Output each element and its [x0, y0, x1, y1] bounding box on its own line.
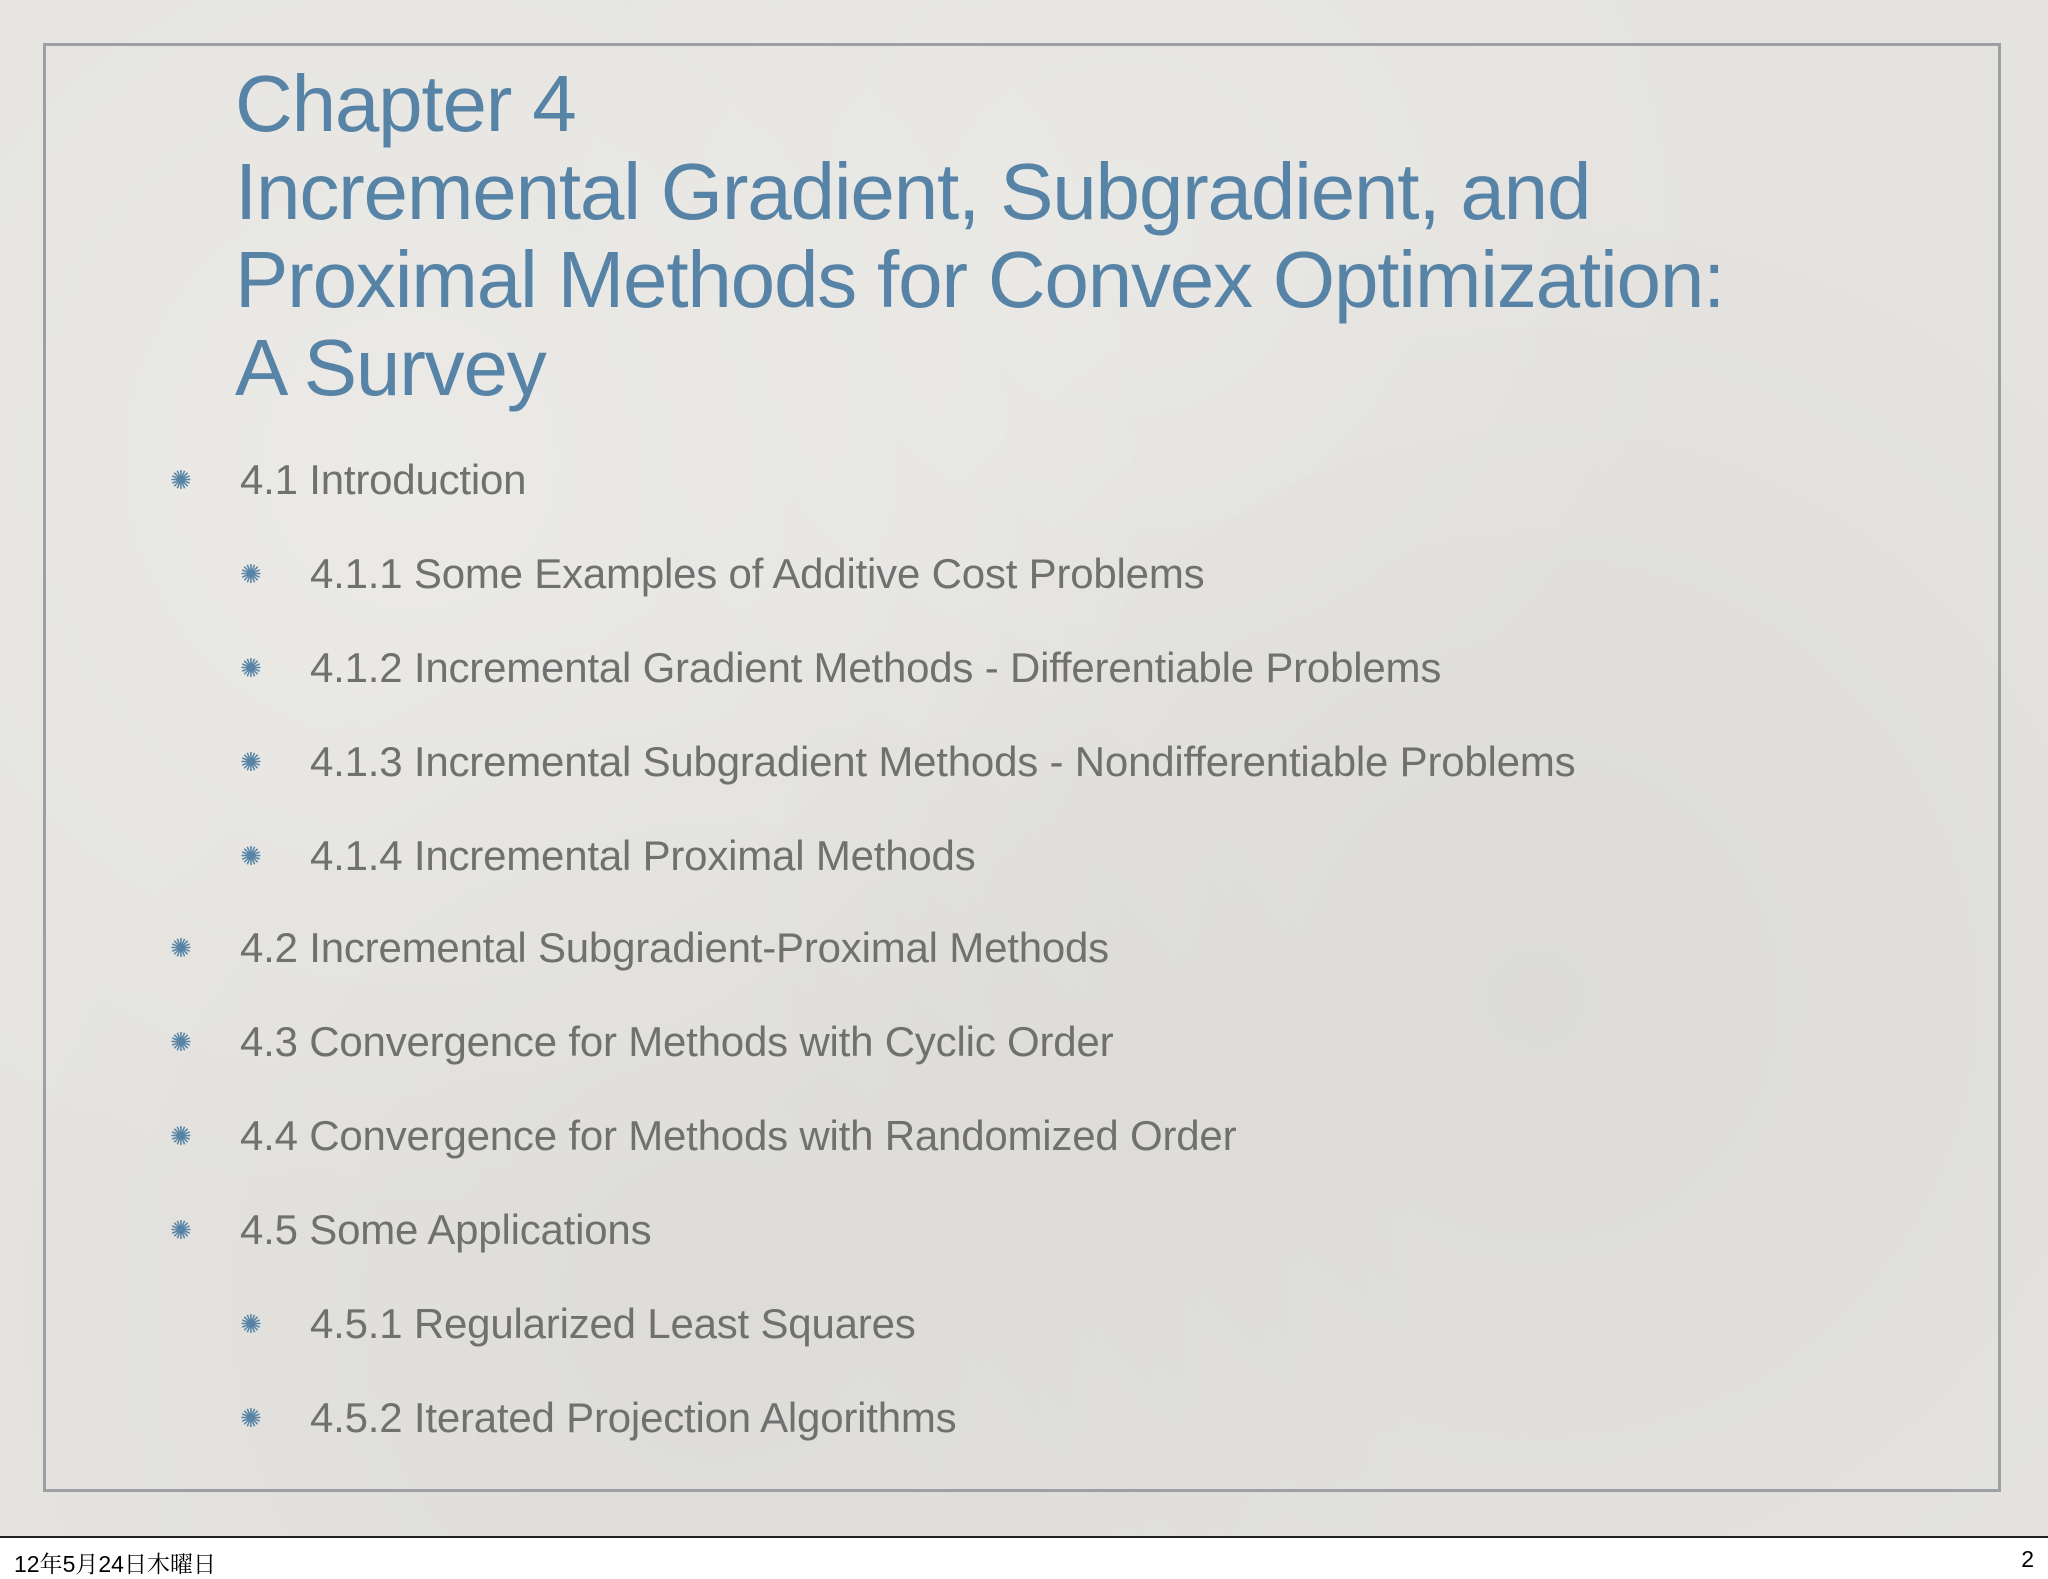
toc-item: [170, 918, 1109, 978]
star-bullet-icon: ✺: [170, 464, 192, 495]
toc-item: [240, 1294, 916, 1354]
toc-item: [240, 826, 976, 886]
toc-item-label: 4.1.2 Incremental Gradient Methods - Differentiable Problems: [310, 644, 1442, 691]
toc-item-label: 4.1.4 Incremental Proximal Methods: [310, 832, 976, 879]
slide-title: [235, 60, 1875, 412]
star-bullet-icon: ✺: [240, 746, 262, 777]
toc-item-label: 4.5.1 Regularized Least Squares: [310, 1300, 916, 1347]
title-line: Chapter 4: [235, 59, 576, 148]
toc-item: [240, 732, 1575, 792]
toc-item-label: 4.3 Convergence for Methods with Cyclic Order: [240, 1018, 1114, 1065]
title-line: A Survey: [235, 323, 546, 412]
star-bullet-icon: ✺: [170, 1120, 192, 1151]
footer-date: 12年5月24日木曜日: [14, 1551, 216, 1577]
star-bullet-icon: ✺: [170, 1214, 192, 1245]
title-line: Proximal Methods for Convex Optimization:: [235, 235, 1725, 324]
star-bullet-icon: ✺: [240, 558, 262, 589]
toc-item-label: 4.1.3 Incremental Subgradient Methods - Nondifferentiable Problems: [310, 738, 1576, 785]
star-bullet-icon: ✺: [240, 1308, 262, 1339]
toc-item: [170, 450, 526, 510]
star-bullet-icon: ✺: [240, 840, 262, 871]
toc-item-label: 4.1.1 Some Examples of Additive Cost Problems: [310, 550, 1205, 597]
star-bullet-icon: ✺: [170, 932, 192, 963]
toc-item: [240, 544, 1204, 604]
toc-item: [170, 1200, 651, 1260]
toc-item-label: 4.5.2 Iterated Projection Algorithms: [310, 1394, 957, 1441]
star-bullet-icon: ✺: [240, 1402, 262, 1433]
toc-item: [240, 638, 1441, 698]
toc-item-label: 4.1 Introduction: [240, 456, 527, 503]
footer-page-number: 2: [2021, 1546, 2034, 1572]
toc-item-label: 4.2 Incremental Subgradient-Proximal Methods: [240, 924, 1109, 971]
toc-item-label: 4.5 Some Applications: [240, 1206, 652, 1253]
toc-item: [170, 1106, 1236, 1166]
star-bullet-icon: ✺: [170, 1026, 192, 1057]
toc-item: [240, 1388, 957, 1448]
toc-item-label: 4.4 Convergence for Methods with Randomized Order: [240, 1112, 1237, 1159]
title-line: Incremental Gradient, Subgradient, and: [235, 147, 1591, 236]
toc-item: [170, 1012, 1113, 1072]
star-bullet-icon: ✺: [240, 652, 262, 683]
print-footer: [0, 1536, 2048, 1576]
